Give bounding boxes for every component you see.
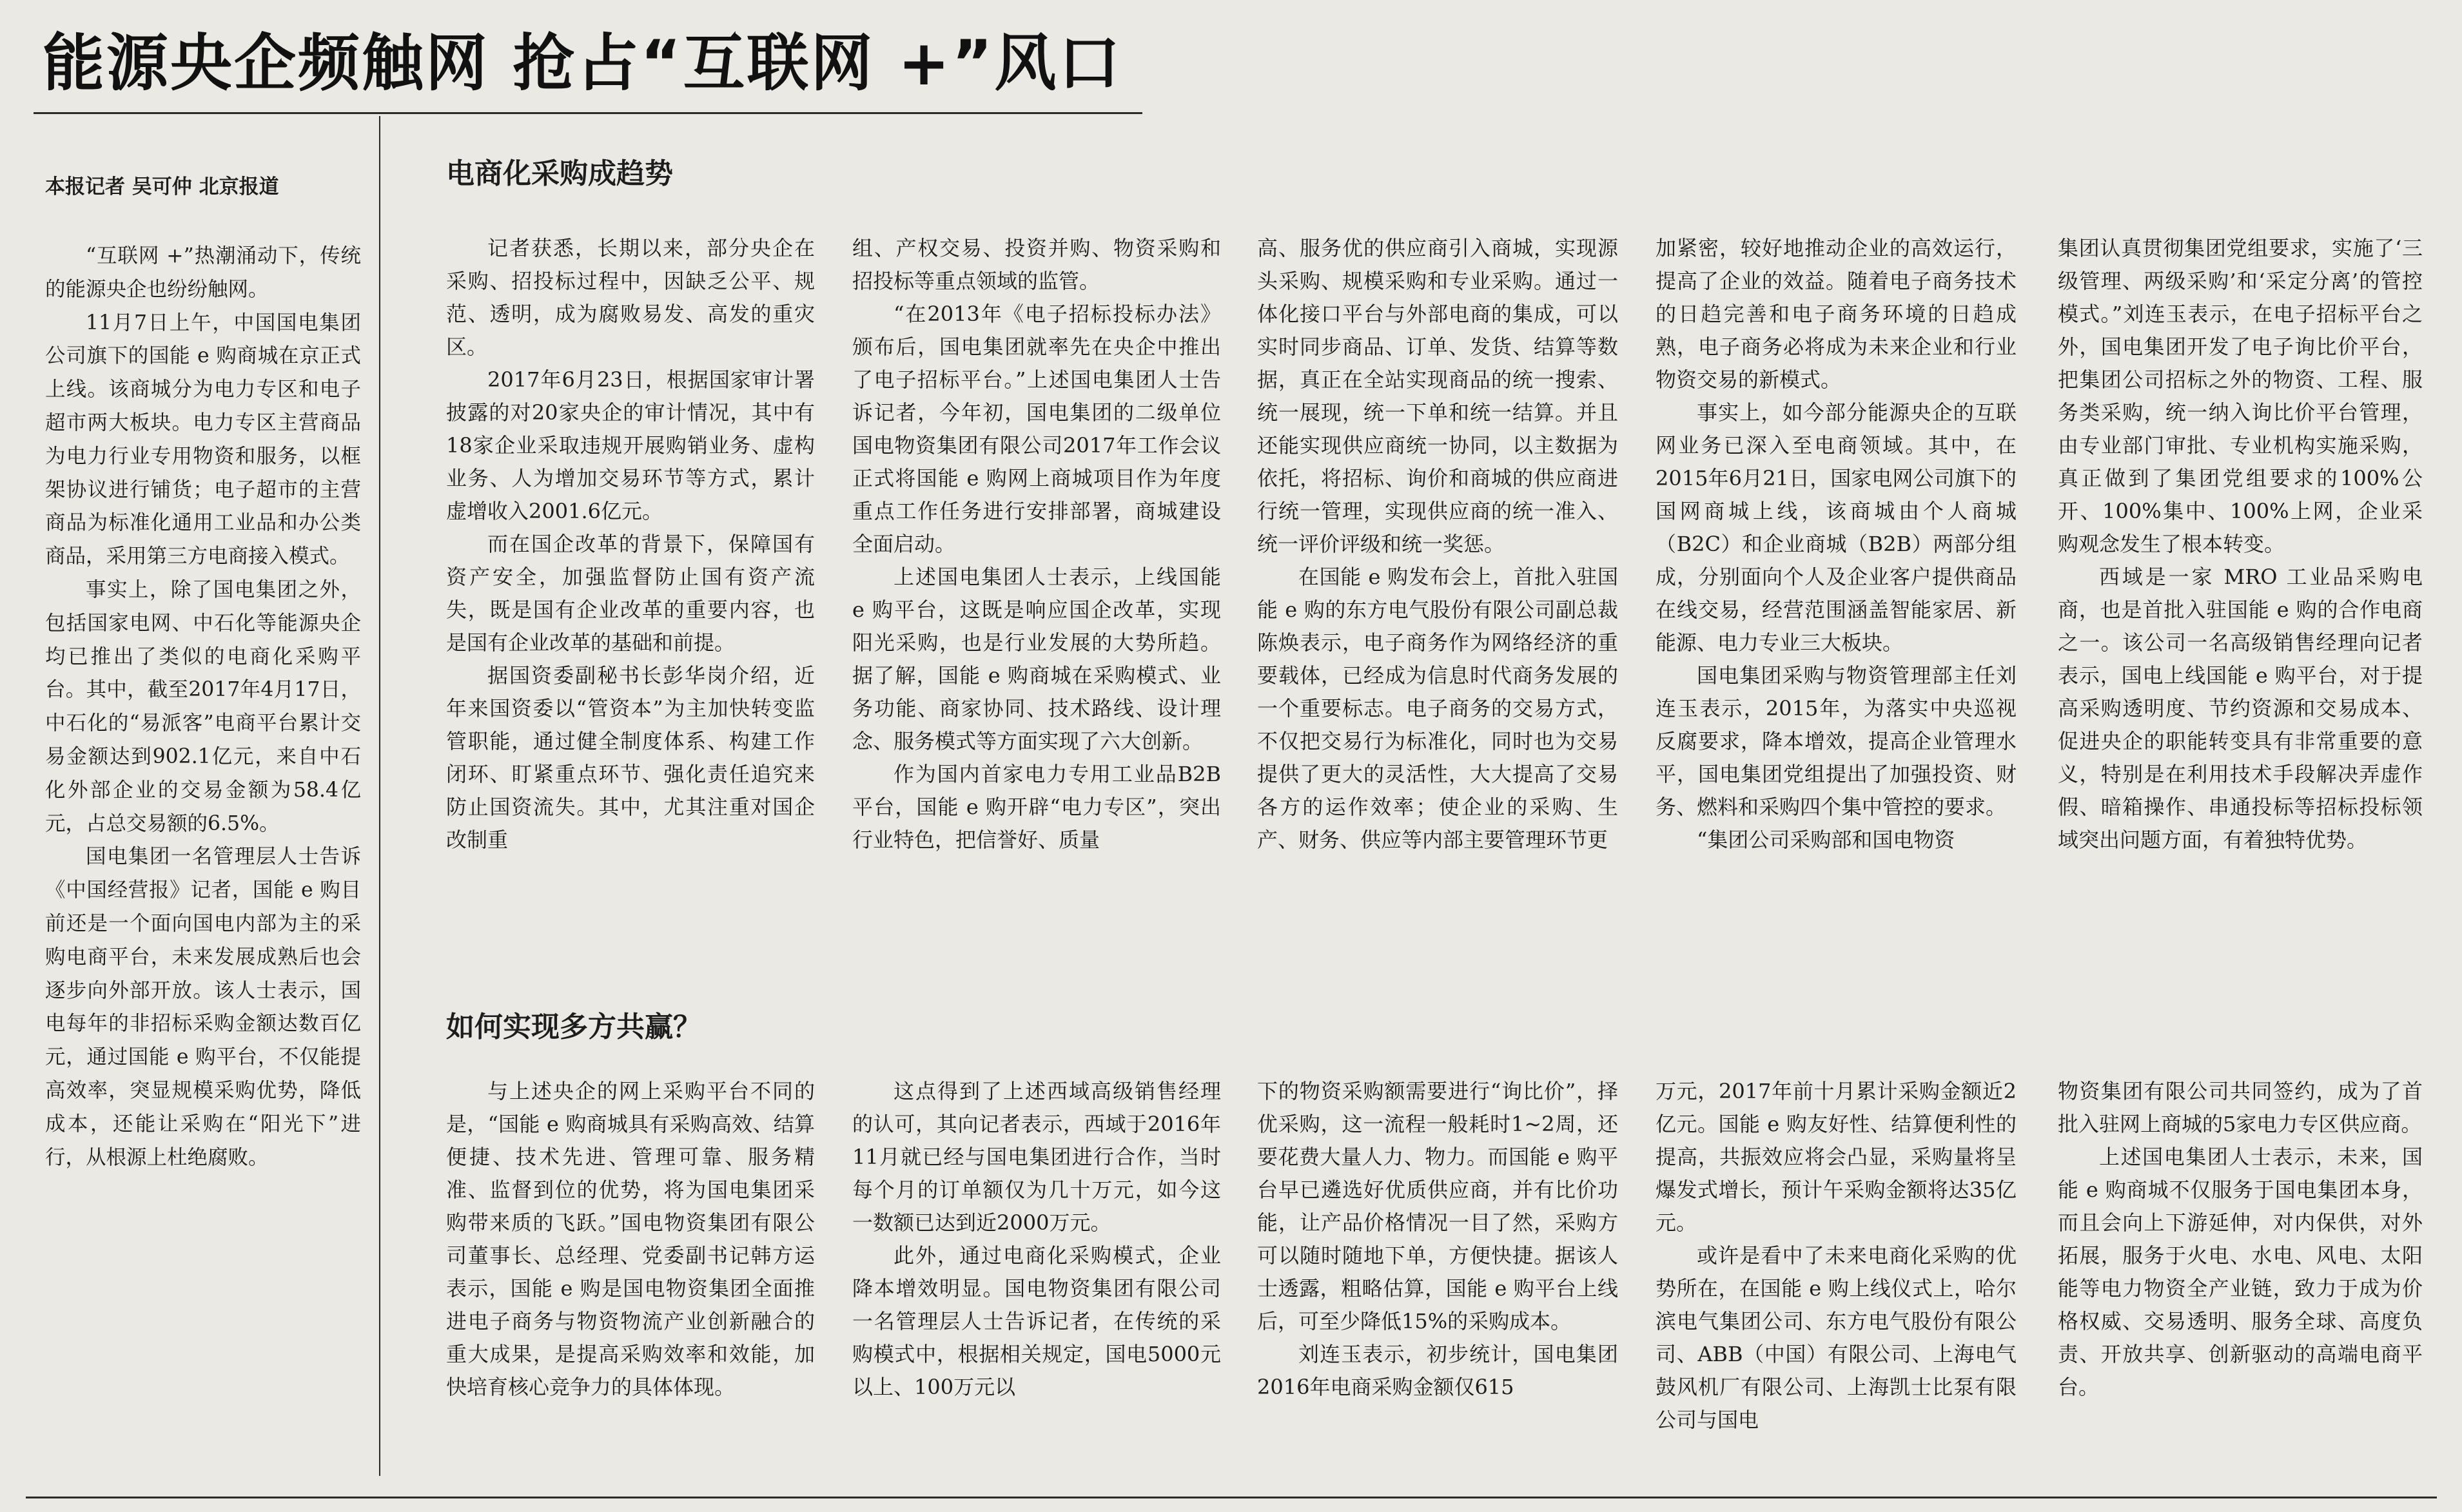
sidebar-paragraph: 11月7日上午，中国国电集团公司旗下的国能 e 购商城在京正式上线。该商城分为电力专区和电子超市两大板块。电力专区主营商品为电力行业专用物资和服务，以框架协议进行铺货；电子超市的主营商品为标准化通用工业品和办公类商品，采用第三方电商接入模式。 xyxy=(45,311,361,568)
section1-column-4 xyxy=(1656,232,2017,993)
article-headline: 能源央企频触网 抢占“互联网 +”风口 xyxy=(43,27,1122,99)
sidebar-paragraph: 事实上，除了国电集团之外，包括国家电网、中石化等能源央企均已推出了类似的电商化采购平台。其中，截至2017年4月17日，中石化的“易派客”电商平台累计交易金额达到902.1亿元，来自中石化外部企业的交易金额为58.4亿元，占总交易额的6.5%。 xyxy=(45,577,361,835)
paragraph: 组、产权交易、投资并购、物资采购和招投标等重点领域的监管。 xyxy=(852,236,1221,293)
paragraph: 记者获悉，长期以来，部分央企在采购、招投标过程中，因缺乏公平、规范、透明，成为腐败易发、高发的重灾区。 xyxy=(446,236,815,359)
paragraph: 在国能 e 购发布会上，首批入驻国能 e 购的东方电气股份有限公司副总裁陈焕表示，电子商务作为网络经济的重要载体，已经成为信息时代商务发展的一个重要标志。电子商务的交易方式，不仅把交易行为标准化，同时也为交易提供了更大的灵活性，大大提高了交易各方的运作效率；使企业的采购、生产、财务、供应等内部主要管理环节更 xyxy=(1257,565,1618,852)
paragraph: 或许是看中了未来电商化采购的优势所在，在国能 e 购上线仪式上，哈尔滨电气集团公司、东方电气股份有限公司、ABB（中国）有限公司、上海电气鼓风机厂有限公司、上海凯士比泵有限公司与国电 xyxy=(1656,1243,2017,1432)
paragraph: “在2013年《电子招标投标办法》颁布后，国电集团就率先在央企中推出了电子招标平台。”上述国电集团人士告诉记者，今年初，国电集团的二级单位国电物资集团有限公司2017年工作会议正式将国能 e 购网上商城项目作为年度重点工作任务进行安排部署，商城建设全面启动。 xyxy=(852,302,1221,556)
paragraph: “集团公司采购部和国电物资 xyxy=(1697,828,1955,852)
paragraph: 此外，通过电商化采购模式，企业降本增效明显。国电物资集团有限公司一名管理层人士告诉记者，在传统的采购模式中，根据相关规定，国电5000元以上、100万元以 xyxy=(852,1243,1221,1399)
section2-column-4 xyxy=(1656,1075,2017,1475)
section-heading: 如何实现多方共赢？ xyxy=(446,1011,701,1043)
paragraph: 西域是一家 MRO 工业品采购电商，也是首批入驻国能 e 购的合作电商之一。该公司一名高级销售经理向记者表示，国电上线国能 e 购平台，对于提高采购透明度、节约资源和交易成本、促进央企的职能转变具有非常重要的意义，特别是在利用技术手段解决弄虚作假、暗箱操作、串通投标等招标投标领域突出问题方面，有着独特优势。 xyxy=(2058,565,2423,852)
paragraph: 国电集团采购与物资管理部主任刘连玉表示，2015年，为落实中央巡视反腐要求，降本增效，提高企业管理水平，国电集团党组提出了加强投资、财务、燃料和采购四个集中管控的要求。 xyxy=(1656,663,2017,819)
section1-column-5 xyxy=(2058,232,2423,993)
paragraph: 事实上，如今部分能源央企的互联网业务已深入至电商领域。其中，在2015年6月21日，国家电网公司旗下的国网商城上线，该商城由个人商城（B2C）和企业商城（B2B）两部分组成，分别面向个人及企业客户提供商品在线交易，经营范围涵盖智能家居、新能源、电力专业三大板块。 xyxy=(1656,400,2017,655)
sidebar-paragraph: “互联网 +”热潮涌动下，传统的能源央企也纷纷触网。 xyxy=(45,244,361,301)
sidebar-paragraph: 国电集团一名管理层人士告诉《中国经营报》记者，国能 e 购目前还是一个面向国电内部为主的采购电商平台，未来发展成熟后也会逐步向外部开放。该人士表示，国电每年的非招标采购金额达数百亿元，通过国能 e 购平台，不仅能提高效率，突显规模采购优势，降低成本，还能让采购在“阳光下”进行，从根源上杜绝腐败。 xyxy=(45,845,361,1169)
section2-column-2 xyxy=(852,1075,1221,1475)
section1-column-3 xyxy=(1257,232,1618,993)
section2-column-3 xyxy=(1257,1075,1618,1475)
byline: 本报记者 吴可仲 北京报道 xyxy=(45,175,279,199)
sidebar-divider xyxy=(379,116,380,1476)
paragraph: 集团认真贯彻集团党组要求，实施了‘三级管理、两级采购’和‘采定分离’的管控模式。”刘连玉表示，在电子招标平台之外，国电集团开发了电子询比价平台，把集团公司招标之外的物资、工程、服务类采购，统一纳入询比价平台管理，由专业部门审批、专业机构实施采购，真正做到了集团党组要求的100%公开、100%集中、100%上网，企业采购观念发生了根本转变。 xyxy=(2058,236,2423,556)
paragraph: 下的物资采购额需要进行“询比价”，择优采购，这一流程一般耗时1~2周，还要花费大量人力、物力。而国能 e 购平台早已遴选好优质供应商，并有比价功能，让产品价格情况一目了然，采购方可以随时随地下单，方便快捷。据该人士透露，粗略估算，国能 e 购平台上线后，可至少降低15%的采购成本。 xyxy=(1257,1079,1618,1333)
paragraph: 据国资委副秘书长彭华岗介绍，近年来国资委以“管资本”为主加快转变监管职能，通过健全制度体系、构建工作闭环、盯紧重点环节、强化责任追究来防止国资流失。其中，尤其注重对国企改制重 xyxy=(446,663,815,852)
section1-column-2 xyxy=(852,232,1221,993)
paragraph: 物资集团有限公司共同签约，成为了首批入驻网上商城的5家电力专区供应商。 xyxy=(2058,1079,2423,1136)
paragraph: 加紧密，较好地推动企业的高效运行，提高了企业的效益。随着电子商务技术的日趋完善和电子商务环境的日趋成熟，电子商务必将成为未来企业和行业物资交易的新模式。 xyxy=(1656,236,2017,392)
paragraph: 上述国电集团人士表示，上线国能 e 购平台，这既是响应国企改革，实现阳光采购，也是行业发展的大势所趋。据了解，国能 e 购商城在采购模式、业务功能、商家协同、技术路线、设计理念、服务模式等方面实现了六大创新。 xyxy=(852,565,1221,753)
section2-column-5 xyxy=(2058,1075,2423,1475)
paragraph: 这点得到了上述西域高级销售经理的认可，其向记者表示，西域于2016年11月就已经与国电集团进行合作，当时每个月的订单额仅为几十万元，如今这一数额已达到近2000万元。 xyxy=(852,1079,1221,1235)
paragraph: 刘连玉表示，初步统计，国电集团2016年电商采购金额仅615 xyxy=(1257,1342,1618,1399)
paragraph: 而在国企改革的背景下，保障国有资产安全，加强监督防止国有资产流失，既是国有企业改革的重要内容，也是国有企业改革的基础和前提。 xyxy=(446,532,815,655)
paragraph: 万元，2017年前十月累计采购金额近2亿元。国能 e 购友好性、结算便利性的提高，共振效应将会凸显，采购量将呈爆发式增长，预计午采购金额将达35亿元。 xyxy=(1656,1079,2017,1235)
paragraph: 高、服务优的供应商引入商城，实现源头采购、规模采购和专业采购。通过一体化接口平台与外部电商的集成，可以实时同步商品、订单、发货、结算等数据，真正在全站实现商品的统一搜索、统一展现，统一下单和统一结算。并且还能实现供应商统一协同，以主数据为依托，将招标、询价和商城的供应商进行统一管理，实现供应商的统一准入、统一评价评级和统一奖惩。 xyxy=(1257,236,1618,556)
headline-rule xyxy=(34,112,1142,114)
footer-rule xyxy=(26,1497,2437,1498)
paragraph: 上述国电集团人士表示，未来，国能 e 购商城不仅服务于国电集团本身，而且会向上下游延伸，对内保供，对外拓展，服务于火电、水电、风电、太阳能等电力物资全产业链，致力于成为价格权威、交易透明、服务全球、高度负责、开放共享、创新驱动的高端电商平台。 xyxy=(2058,1145,2423,1399)
sidebar-column xyxy=(45,240,361,1472)
paragraph: 与上述央企的网上采购平台不同的是，“国能 e 购商城具有采购高效、结算便捷、技术先进、管理可靠、服务精准、监督到位的优势，将为国电集团采购带来质的飞跃。”国电物资集团有限公司董事长、总经理、党委副书记韩方运表示，国能 e 购是国电物资集团全面推进电子商务与物资物流产业创新融合的重大成果，是提高采购效率和效能，加快培育核心竞争力的具体体现。 xyxy=(446,1079,815,1399)
paragraph: 作为国内首家电力专用工业品B2B平台，国能 e 购开辟“电力专区”，突出行业特色，把信誉好、质量 xyxy=(852,762,1221,852)
section-heading: 电商化采购成趋势 xyxy=(446,157,673,190)
paragraph: 2017年6月23日，根据国家审计署披露的对20家央企的审计情况，其中有18家企业采取违规开展购销业务、虚构业务、人为增加交易环节等方式，累计虚增收入2001.6亿元。 xyxy=(446,367,815,523)
section2-column-1 xyxy=(446,1075,815,1475)
section1-column-1 xyxy=(446,232,815,993)
